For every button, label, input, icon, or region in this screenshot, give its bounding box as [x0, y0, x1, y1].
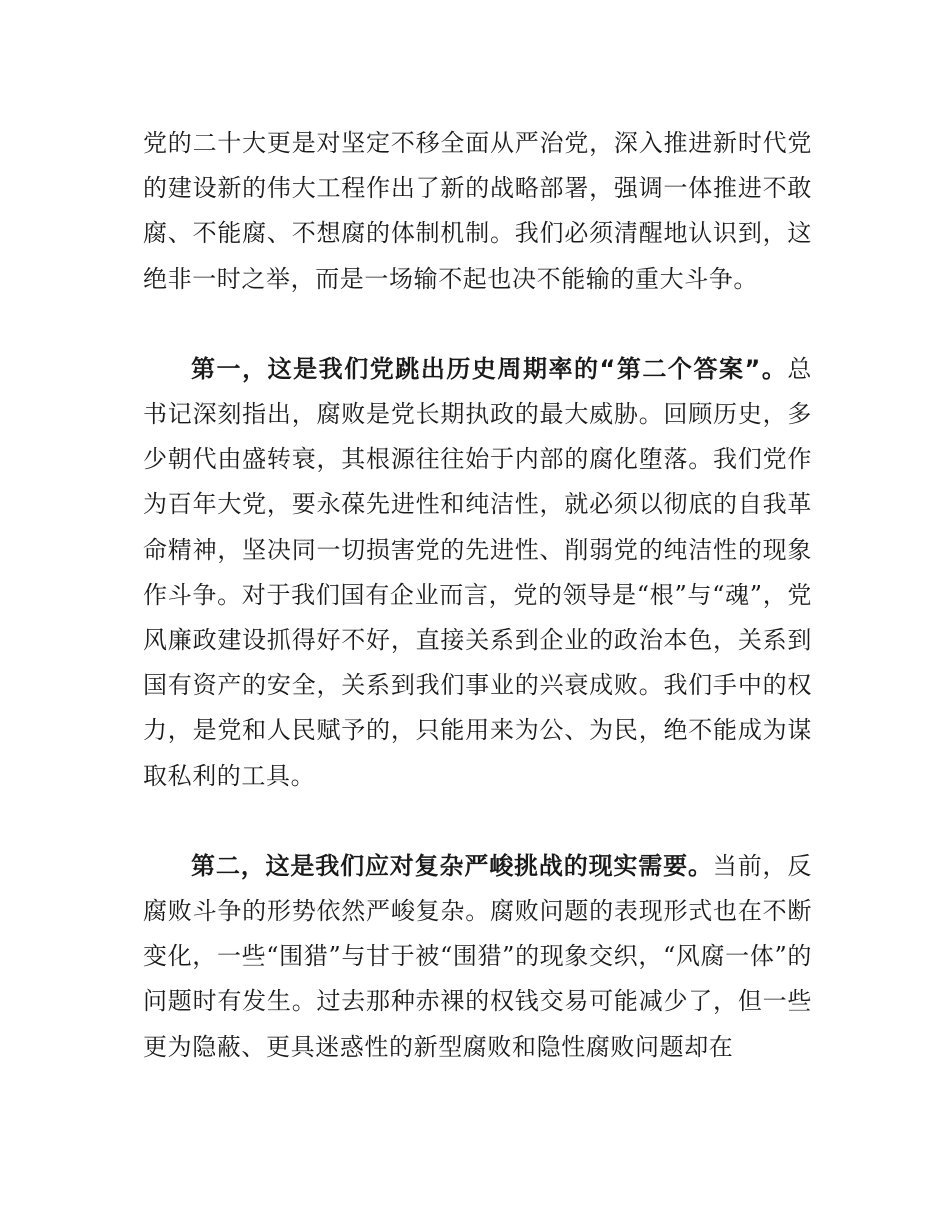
paragraph-first-point — [143, 347, 812, 799]
paragraph-first-point-text: 总书记深刻指出，腐败是党长期执政的最大威胁。回顾历史，多少朝代由盛转衰，其根源往往始于内部的腐化堕落。我们党作为百年大党，要永葆先进性和纯洁性，就必须以彻底的自我革命精神，坚决同一切损害党的先进性、削弱党的纯洁性的现象作斗争。对于我们国有企业而言，党的领导是“根”与“魂”，党风廉政建设抓得好不好，直接关系到企业的政治本色，关系到国有资产的安全，关系到我们事业的兴衰成败。我们手中的权力，是党和人民赋予的，只能用来为公、为民，绝不能成为谋取私利的工具。 — [143, 354, 812, 790]
paragraph-second-point-heading: 第二，这是我们应对复杂严峻挑战的现实需要。 — [191, 851, 713, 880]
paragraph-intro — [143, 121, 812, 302]
paragraph-second-point-text: 当前，反腐败斗争的形势依然严峻复杂。腐败问题的表现形式也在不断变化，一些“围猎”与甘于被“围猎”的现象交织，“风腐一体”的问题时有发生。过去那种赤裸的权钱交易可能减少了，但一些更为隐蔽、更具迷惑性的新型腐败和隐性腐败问题却在 — [143, 851, 812, 1061]
paragraph-first-point-heading: 第一，这是我们党跳出历史周期率的“第二个答案”。 — [191, 354, 788, 383]
document-page — [143, 121, 812, 1070]
paragraph-second-point — [143, 844, 812, 1070]
paragraph-intro-text: 党的二十大更是对坚定不移全面从严治党，深入推进新时代党的建设新的伟大工程作出了新的战略部署，强调一体推进不敢腐、不能腐、不想腐的体制机制。我们必须清醒地认识到，这绝非一时之举，而是一场输不起也决不能输的重大斗争。 — [143, 129, 812, 293]
